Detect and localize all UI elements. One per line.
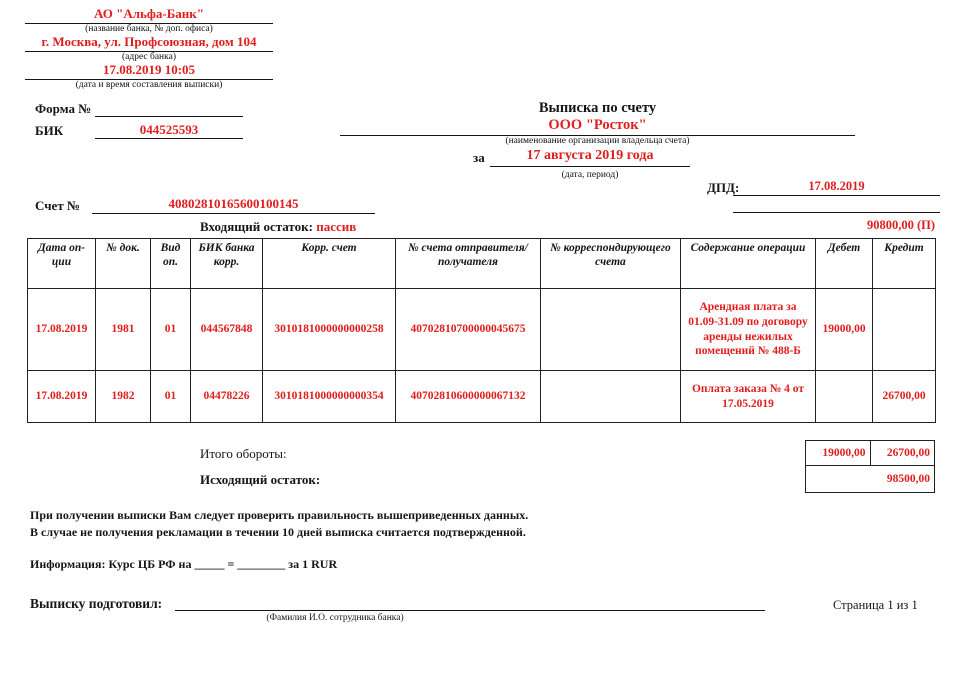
cell-credit: 26700,00	[873, 371, 936, 423]
col-header-bik: БИК банка корр.	[191, 239, 263, 289]
page-number: Страница 1 из 1	[833, 598, 918, 612]
opening-balance-amount: 90800,00 (П)	[866, 218, 935, 232]
col-header-credit: Кредит	[873, 239, 936, 289]
exchange-rate-info: Информация: Курс ЦБ РФ на _____ = ________ за 1 RUR	[30, 557, 338, 571]
col-header-party-account: № счета отправителя/ получателя	[396, 239, 541, 289]
col-header-corr-account: Корр. счет	[263, 239, 396, 289]
statement-datetime: 17.08.2019 10:05	[25, 62, 273, 80]
turnover-credit-total: 26700,00	[886, 447, 930, 459]
operations-table-wrapper	[27, 238, 936, 423]
col-header-doc-no: № док.	[96, 239, 151, 289]
cell-description: Арендная плата за 01.09-31.09 по договору аренды нежилых помещений № 488-Б	[681, 289, 816, 371]
col-header-corresponding-account: № корреспондирующего счета	[541, 239, 681, 289]
statement-datetime-caption: (дата и время составления выписки)	[75, 80, 223, 90]
period-caption: (дата, период)	[561, 170, 619, 180]
prepared-by-caption: (Фамилия И.О. сотрудника банка)	[266, 613, 404, 623]
za-label: за	[473, 150, 485, 165]
dpd-label: ДПД:	[707, 180, 740, 195]
col-header-date: Дата оп-ции	[28, 239, 96, 289]
turnover-total-label: Итого обороты:	[200, 446, 287, 461]
prepared-by-label: Выписку подготовил:	[30, 596, 163, 611]
opening-balance-value: пассив	[316, 219, 357, 234]
turnover-totals-row	[806, 441, 934, 466]
note-line-1: При получении выписки Вам следует проверить правильность вышеприведенных данных.	[30, 508, 529, 522]
cell-debit: 19000,00	[816, 289, 873, 371]
cell-party-account: 40702810700000045675	[396, 289, 541, 371]
blank-field	[733, 196, 940, 213]
table-row	[28, 289, 936, 371]
bank-header-block	[25, 6, 273, 90]
verification-note	[30, 507, 670, 541]
account-label: Счет №	[35, 198, 81, 213]
cell-credit	[873, 289, 936, 371]
bank-address-caption: (адрес банка)	[122, 52, 176, 62]
form-number-label: Форма №	[35, 101, 92, 116]
table-row	[28, 371, 936, 423]
title-block	[340, 100, 855, 180]
bank-name: АО "Альфа-Банк"	[25, 6, 273, 24]
form-number-field	[95, 100, 243, 117]
col-header-op-type: Вид оп.	[151, 239, 191, 289]
bank-address: г. Москва, ул. Профсоюзная, дом 104	[25, 34, 273, 52]
bank-name-caption: (название банка, № доп. офиса)	[85, 24, 213, 34]
cell-doc-no: 1982	[96, 371, 151, 423]
document-title: Выписка по счету	[538, 100, 657, 116]
cell-date: 17.08.2019	[28, 371, 96, 423]
organization-name: ООО "Росток"	[340, 117, 855, 136]
cell-corr-account: 3010181000000000258	[263, 289, 396, 371]
cell-date: 17.08.2019	[28, 289, 96, 371]
organization-caption: (наименование организации владельца счета)	[505, 136, 690, 146]
cell-bik: 04478226	[191, 371, 263, 423]
totals-box	[805, 440, 935, 493]
cell-party-account: 40702810600000067132	[396, 371, 541, 423]
closing-balance-value: 98500,00	[886, 473, 930, 485]
col-header-description: Содержание операции	[681, 239, 816, 289]
table-header-row	[28, 239, 936, 289]
period-value-field: 17 августа 2019 года	[490, 148, 690, 167]
operations-table	[27, 238, 936, 423]
turnover-debit-total: 19000,00	[806, 441, 871, 465]
cell-bik: 044567848	[191, 289, 263, 371]
cell-debit	[816, 371, 873, 423]
opening-balance-line	[200, 219, 356, 235]
bik-label: БИК	[35, 123, 64, 138]
note-line-2: В случае не получения рекламации в течении 10 дней выписка считается подтвержденной.	[30, 524, 526, 539]
cell-corresponding-account	[541, 289, 681, 371]
dpd-value-field: 17.08.2019	[733, 179, 940, 196]
cell-doc-no: 1981	[96, 289, 151, 371]
cell-op-type: 01	[151, 289, 191, 371]
cell-corr-account: 3010181000000000354	[263, 371, 396, 423]
cell-description: Оплата заказа № 4 от 17.05.2019	[681, 371, 816, 423]
col-header-debit: Дебет	[816, 239, 873, 289]
prepared-by-signature-field	[175, 596, 765, 611]
opening-balance-label: Входящий остаток:	[200, 219, 313, 234]
cell-op-type: 01	[151, 371, 191, 423]
bik-value-field: 044525593	[95, 122, 243, 139]
account-value-field: 40802810165600100145	[92, 196, 375, 214]
closing-balance-label: Исходящий остаток:	[200, 472, 321, 487]
cell-corresponding-account	[541, 371, 681, 423]
